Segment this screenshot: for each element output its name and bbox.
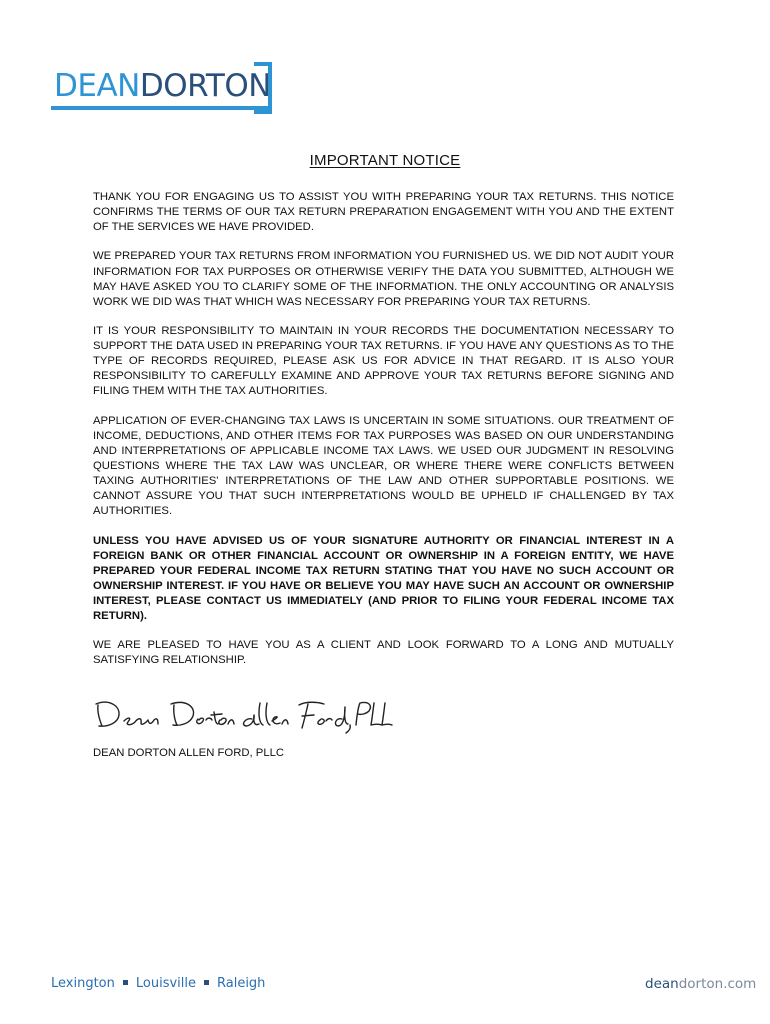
office-louisville: Louisville bbox=[135, 976, 196, 991]
website-part-dean: dean bbox=[645, 976, 679, 992]
office-raleigh: Raleigh bbox=[217, 976, 266, 991]
notice-body bbox=[93, 190, 674, 683]
logo-text-dean: DEAN bbox=[54, 68, 140, 104]
paragraph-tax-laws: APPLICATION OF EVER-CHANGING TAX LAWS IS UNCERTAIN IN SOME SITUATIONS. OUR TREATMENT OF INCOME, DEDUCTIONS, AND OTHER ITEMS FOR TAX PURPOSES WAS BASED ON OUR UNDERSTANDING AND INTERPRETATIONS OF APPLICABLE INCOME TAX LAWS. WE USED OUR JUDGMENT IN RESOLVING QUESTIONS WHERE THE TAX LAW WAS UNCLEAR, OR WHERE THERE WERE CONFLICTS BETWEEN TAXING AUTHORITIES' INTERPRETATIONS OF THE LAW AND OTHER SUPPORTABLE POSITIONS. WE CANNOT ASSURE YOU THAT SUCH INTERPRETATIONS WOULD BE UPHELD IF CHALLENGED BY TAX AUTHORITIES. bbox=[93, 414, 674, 518]
company-logo bbox=[51, 62, 273, 114]
paragraph-foreign-accounts: UNLESS YOU HAVE ADVISED US OF YOUR SIGNATURE AUTHORITY OR FINANCIAL INTEREST IN A FOREIGN BANK OR OTHER FINANCIAL ACCOUNT OR OWNERSHIP IN A FOREIGN ENTITY, WE HAVE PREPARED YOUR FEDERAL INCOME TAX RETURN STATING THAT YOU HAVE NO SUCH ACCOUNT OR OWNERSHIP INTEREST. IF YOU HAVE OR BELIEVE YOU MAY HAVE SUCH AN ACCOUNT OR OWNERSHIP INTEREST, PLEASE CONTACT US IMMEDIATELY (AND PRIOR TO FILING YOUR FEDERAL INCOME TAX RETURN). bbox=[93, 534, 674, 622]
paragraph-responsibility: IT IS YOUR RESPONSIBILITY TO MAINTAIN IN YOUR RECORDS THE DOCUMENTATION NECESSARY TO SUPPORT THE DATA USED IN PREPARING YOUR TAX RETURNS. IF YOU HAVE ANY QUESTIONS AS TO THE TYPE OF RECORDS REQUIRED, PLEASE ASK US FOR ADVICE IN THAT REGARD. IT IS ALSO YOUR RESPONSIBILITY TO CAREFULLY EXAMINE AND APPROVE YOUR TAX RETURNS BEFORE SIGNING AND FILING THEM WITH THE TAX AUTHORITIES. bbox=[93, 325, 674, 398]
paragraph-closing: WE ARE PLEASED TO HAVE YOU AS A CLIENT AND LOOK FORWARD TO A LONG AND MUTUALLY SATISFYING RELATIONSHIP. bbox=[93, 639, 674, 667]
website-part-domain: dorton.com bbox=[678, 976, 757, 992]
logo-text-dorton: DORTON bbox=[139, 68, 271, 104]
footer-website bbox=[645, 976, 756, 992]
firm-name: DEAN DORTON ALLEN FORD, PLLC bbox=[93, 747, 285, 759]
separator-icon bbox=[204, 980, 209, 985]
signature-icon bbox=[94, 693, 394, 737]
paragraph-information: WE PREPARED YOUR TAX RETURNS FROM INFORMATION YOU FURNISHED US. WE DID NOT AUDIT YOUR INFORMATION FOR TAX PURPOSES OR OTHERWISE VERIFY THE DATA YOU SUBMITTED, ALTHOUGH WE MAY HAVE ASKED YOU TO CLARIFY SOME OF THE INFORMATION. THE ONLY ACCOUNTING OR ANALYSIS WORK WE DID WAS THAT WHICH WAS NECESSARY FOR PREPARING YOUR TAX RETURNS. bbox=[93, 250, 674, 308]
logo-underline bbox=[51, 106, 272, 110]
footer-offices bbox=[51, 976, 265, 991]
notice-title: IMPORTANT NOTICE bbox=[309, 152, 461, 169]
office-lexington: Lexington bbox=[51, 976, 115, 991]
separator-icon bbox=[123, 980, 128, 985]
paragraph-engagement: THANK YOU FOR ENGAGING US TO ASSIST YOU WITH PREPARING YOUR TAX RETURNS. THIS NOTICE CONFIRMS THE TERMS OF OUR TAX RETURN PREPARATION ENGAGEMENT WITH YOU AND THE EXTENT OF THE SERVICES WE HAVE PROVIDED. bbox=[93, 191, 674, 234]
